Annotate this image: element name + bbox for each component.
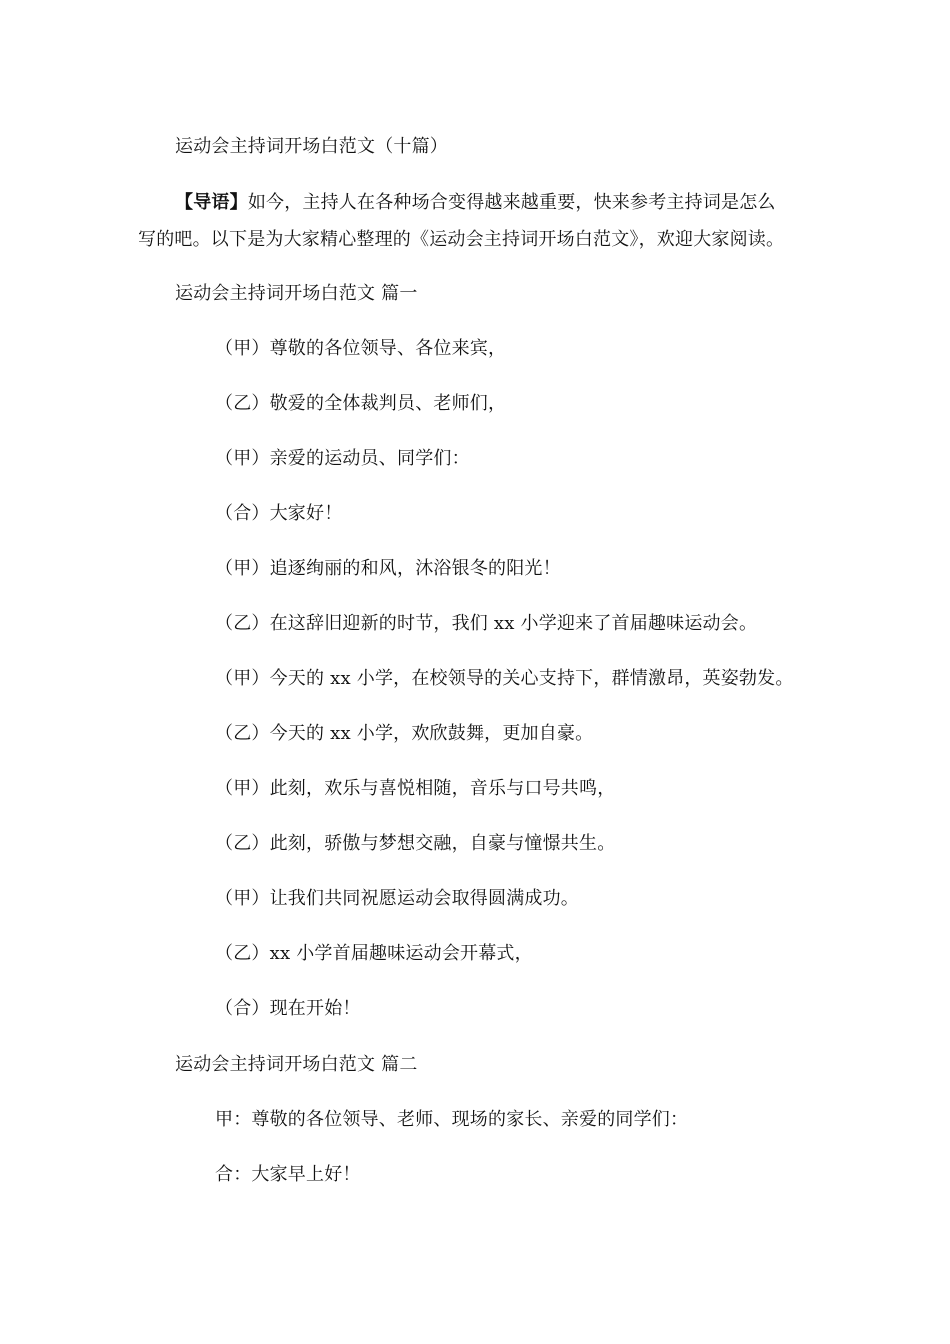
dialogue-line: 合：大家早上好！ [215, 1164, 361, 1185]
section-heading-1: 运动会主持词开场白范文 篇一 [175, 283, 418, 304]
dialogue-line: （甲）追逐绚丽的和风，沐浴银冬的阳光！ [215, 558, 561, 579]
intro-line-1 [175, 192, 776, 214]
dialogue-line: （甲）亲爱的运动员、同学们： [215, 448, 470, 469]
document-title: 运动会主持词开场白范文（十篇） [175, 136, 448, 157]
dialogue-line: （合）现在开始！ [215, 998, 361, 1019]
dialogue-line: （乙）今天的 xx 小学，欢欣鼓舞，更加自豪。 [215, 723, 594, 744]
dialogue-line: （甲）尊敬的各位领导、各位来宾， [215, 338, 507, 359]
dialogue-line: 甲：尊敬的各位领导、老师、现场的家长、亲爱的同学们： [215, 1109, 689, 1130]
dialogue-line: （乙）xx 小学首届趣味运动会开幕式， [215, 943, 533, 964]
dialogue-line: （乙）此刻，骄傲与梦想交融，自豪与憧憬共生。 [215, 833, 616, 854]
intro-text-1: 如今，主持人在各种场合变得越来越重要，快来参考主持词是怎么 [247, 192, 776, 213]
dialogue-line: （合）大家好！ [215, 503, 343, 524]
intro-line-2: 写的吧。以下是为大家精心整理的《运动会主持词开场白范文》，欢迎大家阅读。 [138, 229, 785, 250]
intro-tag: 【导语】 [175, 192, 248, 213]
dialogue-line: （乙）敬爱的全体裁判员、老师们， [215, 393, 507, 414]
section-heading-2: 运动会主持词开场白范文 篇二 [175, 1054, 418, 1075]
dialogue-line: （乙）在这辞旧迎新的时节，我们 xx 小学迎来了首届趣味运动会。 [215, 613, 758, 634]
dialogue-line: （甲）此刻，欢乐与喜悦相随，音乐与口号共鸣， [215, 778, 616, 799]
dialogue-line: （甲）今天的 xx 小学，在校领导的关心支持下，群情激昂，英姿勃发。 [215, 668, 794, 689]
dialogue-line: （甲）让我们共同祝愿运动会取得圆满成功。 [215, 888, 579, 909]
